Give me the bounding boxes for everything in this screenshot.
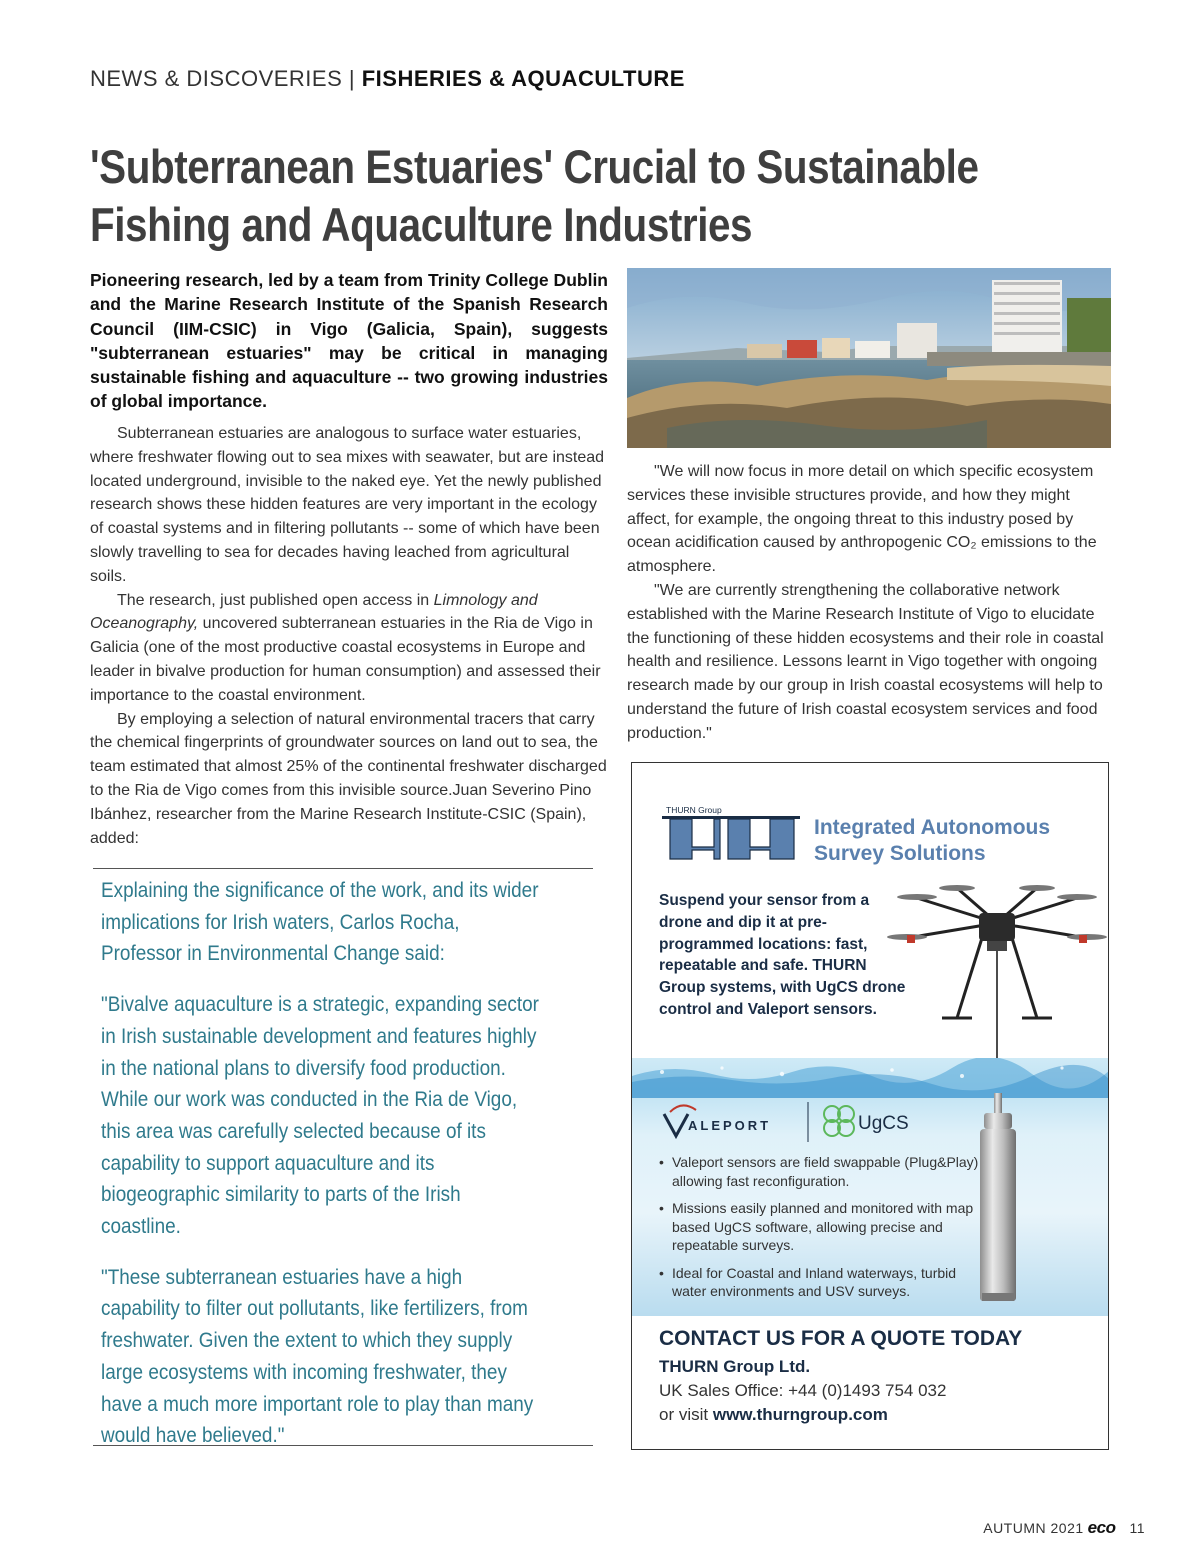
article-paragraph-4: "We will now focus in more detail on which specific ecosystem services these invisible structures provide, and how they might affect, for example, the ongoing threat to this industry posed by ocean acidification caused by anthropogenic CO₂ emissions to the atmosphere. xyxy=(627,463,1097,576)
article-title xyxy=(90,138,979,254)
thurn-logo-text: THURN Group xyxy=(666,805,722,815)
pull-quote xyxy=(93,868,593,1446)
article-paragraph-5: "We are currently strengthening the collaborative network established with the Marine Research Institute of Vigo to elucidate the functioning of these hidden ecosystems and their role in coastal health and resilience. Lessons learnt in Vigo together with ongoing research made by our group in Irish coastal ecosystems will help to understand the future of Irish coastal ecosystem services and food production." xyxy=(627,581,1104,742)
ad-website-link[interactable]: www.thurngroup.com xyxy=(712,1405,888,1424)
article-body-left xyxy=(90,422,608,850)
pull-quote-paragraph-1: "Bivalve aquaculture is a strategic, expanding sector in Irish sustainable development and features highly in the national plans to diversify food production. While our work was conducted in the Ria de Vigo, this area was carefully selected because of its capability to support aquaculture and its biogeographic similarity to parts of the Irish coastline. xyxy=(101,992,539,1239)
article-paragraph-1: Subterranean estuaries are analogous to surface water estuaries, where freshwater flowing out to sea mixes with seawater, but are instead located underground, invisible to the naked eye. Yet the newly published research shows these hidden features are very important in the ecology of coastal systems and in filtering pollutants -- some of which have been slowly travelling to sea for decades having leached from agricultural soils. xyxy=(90,425,605,585)
section-separator: | xyxy=(342,66,362,91)
article-title-line-2: Fishing and Aquaculture Industries xyxy=(90,198,753,251)
ad-contact xyxy=(659,1325,1089,1427)
ugcs-logo-ug: Ug xyxy=(858,1113,883,1134)
ad-bullet-2: • Missions easily planned and monitored with map based UgCS software, allowing precise and repeatable surveys. xyxy=(659,1199,979,1255)
ad-tagline-line-2: Survey Solutions xyxy=(814,842,986,865)
ugcs-logo-cs: CS xyxy=(882,1113,909,1134)
journal-name: Limnology and Oceanography, xyxy=(90,591,538,633)
pull-quote-text xyxy=(101,875,541,1471)
pull-quote-paragraph-2: "These subterranean estuaries have a high capability to filter out pollutants, like fertilizers, from freshwater. Given the extent to which they supply large ecosystems with incoming freshwater, they have a much more important role to play than many would have believed." xyxy=(101,1264,534,1448)
ad-tagline-line-1: Integrated Autonomous xyxy=(814,816,1051,839)
section-label: NEWS & DISCOVERIES xyxy=(90,66,343,91)
ad-promo-text: Suspend your sensor from a drone and dip it at pre-programmed locations: fast, repeatable and safe. THURN Group systems, with UgCS drone control and Valeport sensors. xyxy=(659,892,906,1018)
article-paragraph-3: By employing a selection of natural environmental tracers that carry the chemical fingerprints of groundwater sources on land out to sea, the team estimated that almost 25% of the continental freshwater discharged to the Ria de Vigo comes from this invisible source.Juan Severino Pino Ibánhez, researcher from the Marine Research Institute-CSIC (Spain), added: xyxy=(90,710,607,847)
section-header xyxy=(90,66,685,92)
coastal-photo xyxy=(627,268,1111,448)
section-category: FISHERIES & AQUACULTURE xyxy=(361,66,685,91)
pull-quote-intro: Explaining the significance of the work, and its wider implications for Irish waters, Carlos Rocha, Professor in Environmental Change said: xyxy=(101,878,539,966)
ad-bullet-list xyxy=(659,1153,979,1310)
ad-tagline xyxy=(814,815,1050,867)
article-paragraph-2-start: The research, just published open access in xyxy=(117,591,434,609)
sensor-icon xyxy=(972,1093,1032,1308)
ad-bullet-1: • Valeport sensors are field swappable (Plug&Play) allowing fast reconfiguration. xyxy=(659,1153,979,1190)
footer-brand: eco xyxy=(1087,1518,1116,1537)
footer-issue: AUTUMN 2021 xyxy=(983,1520,1084,1536)
coastal-photo-illustration xyxy=(627,268,1111,448)
drone-icon xyxy=(887,883,1107,1083)
ad-visit-prefix: or visit xyxy=(659,1405,713,1424)
article-body-right xyxy=(627,460,1111,746)
ad-cta: CONTACT US FOR A QUOTE TODAY xyxy=(659,1327,1023,1350)
ad-bullet-3: • Ideal for Coastal and Inland waterways, turbid water environments and USV surveys. xyxy=(659,1264,979,1301)
article-lead: Pioneering research, led by a team from Trinity College Dublin and the Marine Research Institute of the Spanish Research Council (IIM-CSIC) in Vigo (Galicia, Spain), suggests "subterranean estuaries" may be critical in managing sustainable fishing and aquaculture -- two growing industries of global importance. xyxy=(90,270,608,412)
article-paragraph-2-end: uncovered subterranean estuaries in the Ria de Vigo in Galicia (one of the most productive coastal ecosystems in Europe and leader in bivalve production for human consumption) and assessed their importance to the coastal environment. xyxy=(90,615,601,704)
advertisement[interactable] xyxy=(631,762,1109,1450)
ad-company: THURN Group Ltd. xyxy=(659,1357,811,1376)
thurn-logo xyxy=(662,803,800,863)
ad-phone: UK Sales Office: +44 (0)1493 754 032 xyxy=(659,1381,947,1400)
page-footer xyxy=(983,1518,1145,1538)
ad-visit-line xyxy=(659,1403,1089,1427)
valeport-logo: ALEPORT xyxy=(688,1118,772,1133)
article-paragraph-2 xyxy=(90,589,608,708)
ugcs-logo xyxy=(858,1113,909,1134)
wave-graphic xyxy=(632,1058,1109,1098)
footer-page-number: 11 xyxy=(1129,1520,1145,1536)
partner-logos xyxy=(662,1096,962,1146)
article-title-line-1: 'Subterranean Estuaries' Crucial to Sustainable xyxy=(90,140,979,193)
